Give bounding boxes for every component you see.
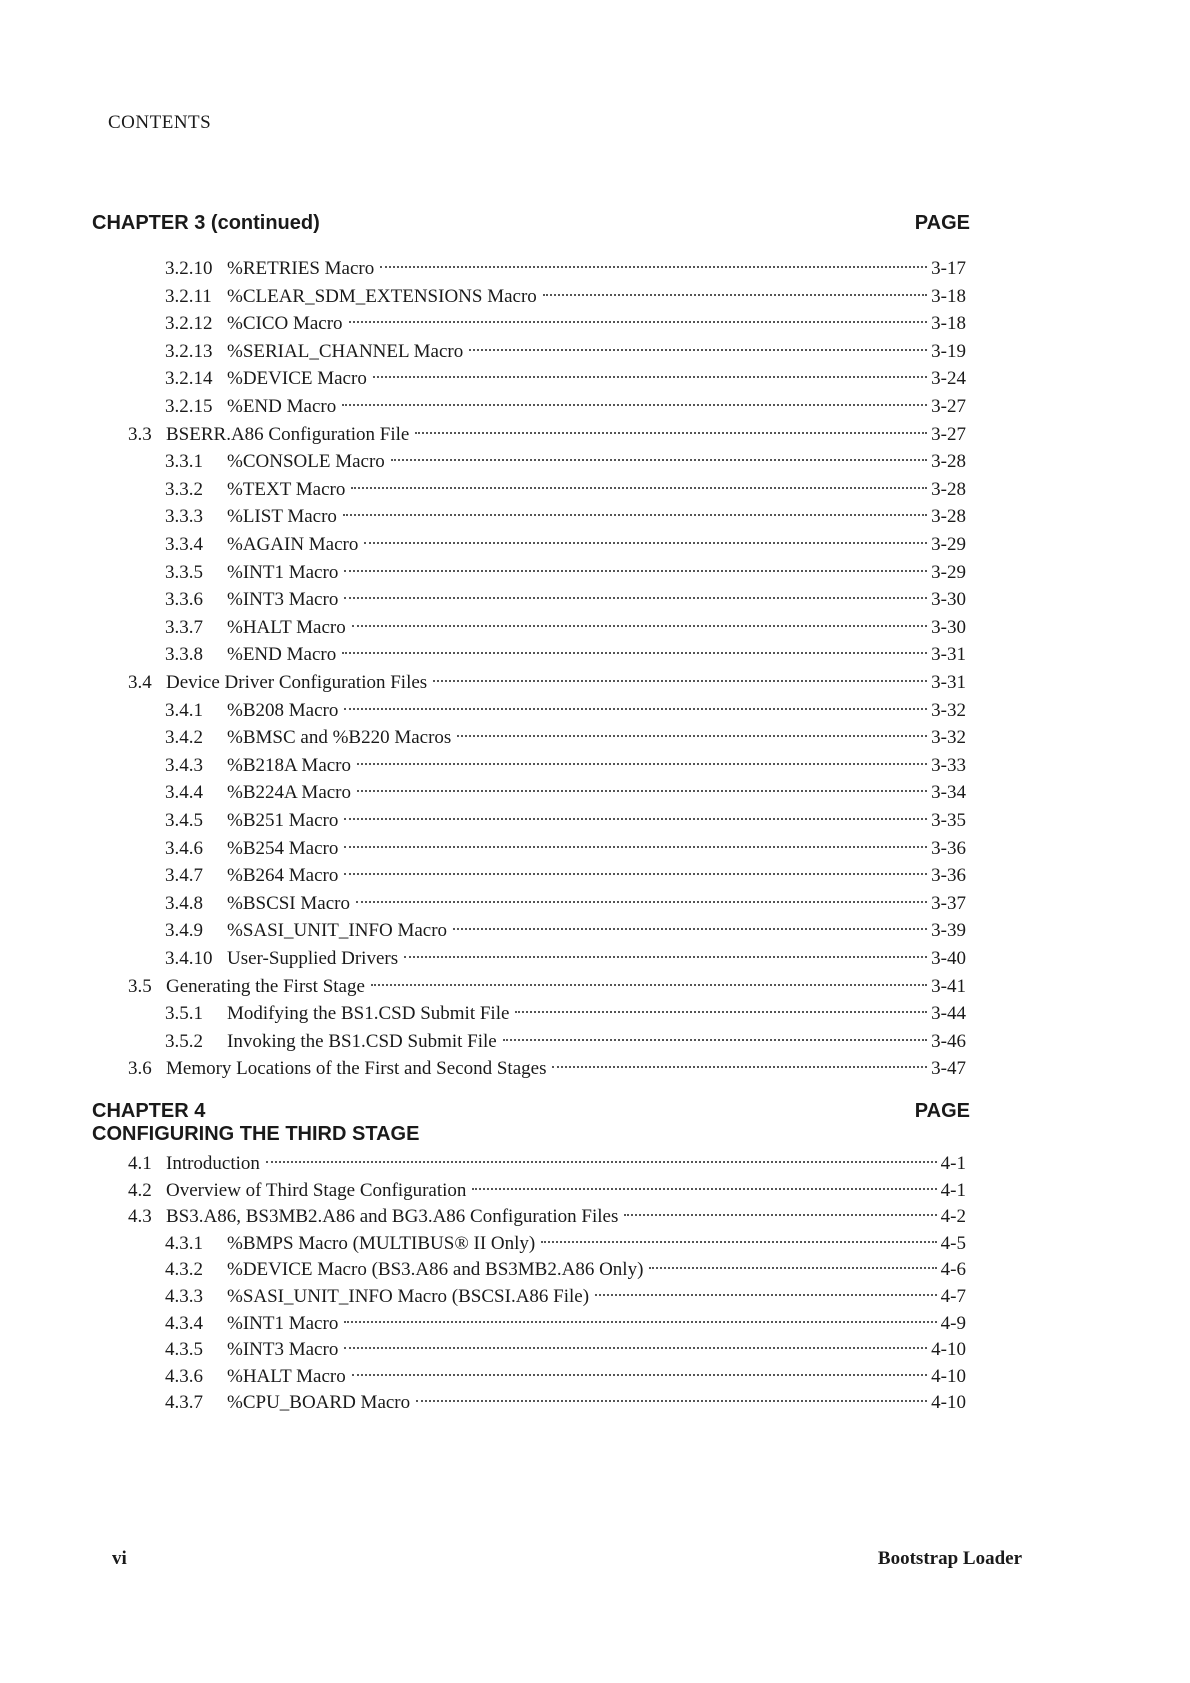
toc-entry-page: 3-28 xyxy=(931,506,966,528)
book-title: Bootstrap Loader xyxy=(877,1548,1022,1569)
toc-entry xyxy=(165,365,966,393)
toc-entry-title: %HALT Macro xyxy=(227,616,346,638)
toc-entry-number: 3.4.6 xyxy=(165,837,203,859)
toc-entry-title: %B218A Macro xyxy=(227,754,352,776)
toc-entry-number: 4.3.4 xyxy=(165,1312,203,1334)
toc-entry xyxy=(128,421,966,449)
dot-leader xyxy=(266,1161,937,1163)
chapter-4-page-label: PAGE xyxy=(914,1100,970,1122)
dot-leader xyxy=(453,928,927,930)
toc-entry xyxy=(128,1177,966,1205)
toc-entry-page: 3-19 xyxy=(931,340,966,362)
toc-entry xyxy=(165,586,966,614)
toc-entry xyxy=(165,393,966,421)
toc-entry-number: 3.4.4 xyxy=(165,782,203,804)
dot-leader xyxy=(344,1321,936,1323)
dot-leader xyxy=(344,597,927,599)
toc-entry xyxy=(165,1363,966,1391)
toc-entry-title: %BSCSI Macro xyxy=(227,892,350,914)
toc-entry xyxy=(165,917,966,945)
toc-entry xyxy=(165,1256,966,1284)
toc-entry-page: 3-32 xyxy=(931,727,966,749)
toc-entry-page: 3-35 xyxy=(931,810,966,831)
dot-leader xyxy=(352,1374,927,1376)
toc-entry-page: 3-18 xyxy=(931,313,966,335)
toc-entry xyxy=(165,890,966,918)
dot-leader xyxy=(373,376,927,378)
dot-leader xyxy=(416,1400,927,1402)
toc-entry-title: %SASI_UNIT_INFO Macro (BSCSI.A86 File) xyxy=(227,1286,590,1307)
toc-entry-number: 4.3 xyxy=(128,1206,152,1228)
chapter-4-heading-row xyxy=(92,1100,970,1123)
chapter-3-heading-row xyxy=(92,212,970,235)
toc-entry-page: 3-36 xyxy=(931,837,966,859)
dot-leader xyxy=(342,652,927,654)
dot-leader xyxy=(552,1066,927,1068)
dot-leader xyxy=(624,1214,936,1216)
toc-entry-title: %RETRIES Macro xyxy=(227,258,375,279)
dot-leader xyxy=(342,404,927,406)
toc-entry-title: %CONSOLE Macro xyxy=(227,451,385,473)
toc-entry xyxy=(165,614,966,642)
toc-entry-title: %B251 Macro xyxy=(227,810,339,831)
toc-entry xyxy=(165,1000,966,1028)
toc-entry-title: BS3.A86, BS3MB2.A86 and BG3.A86 Configuration Files xyxy=(166,1206,619,1228)
toc-entry-title: %CICO Macro xyxy=(227,313,343,335)
dot-leader xyxy=(352,625,927,627)
dot-leader xyxy=(371,984,927,986)
dot-leader xyxy=(349,321,928,323)
dot-leader xyxy=(344,818,927,820)
running-head: CONTENTS xyxy=(108,112,212,133)
toc-entry-number: 4.2 xyxy=(128,1179,152,1201)
toc-entry xyxy=(165,1389,966,1417)
toc-entry-page: 3-27 xyxy=(931,396,966,417)
toc-entry-number: 3.4 xyxy=(128,672,152,693)
toc-entry-page: 4-10 xyxy=(931,1365,966,1387)
toc-entry-page: 3-36 xyxy=(931,865,966,887)
dot-leader xyxy=(472,1188,936,1190)
toc-entry-title: %END Macro xyxy=(227,644,337,666)
toc-entry-title: %INT3 Macro xyxy=(227,589,339,611)
toc-entry-number: 3.4.10 xyxy=(165,948,213,969)
dot-leader xyxy=(344,1347,927,1349)
dot-leader xyxy=(357,763,927,765)
toc-entry-title: %DEVICE Macro (BS3.A86 and BS3MB2.A86 Only) xyxy=(227,1259,644,1281)
toc-entry-number: 4.3.1 xyxy=(165,1232,203,1254)
dot-leader xyxy=(404,956,927,958)
toc-entry-page: 4-2 xyxy=(940,1206,966,1228)
toc-entry-page: 3-46 xyxy=(931,1030,966,1052)
toc-entry-page: 4-9 xyxy=(940,1312,966,1334)
dot-leader xyxy=(391,459,927,461)
toc-entry-page: 3-29 xyxy=(931,534,966,555)
toc-entry-title: %B208 Macro xyxy=(227,699,339,721)
chapter-3-page-label: PAGE xyxy=(914,212,970,234)
toc-entry-number: 3.2.11 xyxy=(165,285,212,307)
toc-entry-title: %INT1 Macro xyxy=(227,1312,339,1334)
dot-leader xyxy=(344,570,927,572)
toc-entry-page: 3-34 xyxy=(931,782,966,804)
toc-entry-page: 3-18 xyxy=(931,285,966,307)
toc-entry-title: %AGAIN Macro xyxy=(227,534,359,555)
toc-entry-title: Generating the First Stage xyxy=(166,975,365,997)
toc-entry-number: 3.4.9 xyxy=(165,920,203,942)
toc-entry-number: 3.6 xyxy=(128,1058,152,1080)
toc-entry-page: 3-33 xyxy=(931,754,966,776)
toc-entry xyxy=(128,1150,966,1178)
dot-leader xyxy=(364,542,927,544)
toc-entry-title: Memory Locations of the First and Second Stages xyxy=(166,1058,547,1080)
toc-entry-number: 3.3.1 xyxy=(165,451,203,473)
toc-entry-page: 3-27 xyxy=(931,423,966,445)
toc-entry-number: 4.1 xyxy=(128,1153,152,1174)
chapter-4-subtitle: CONFIGURING THE THIRD STAGE xyxy=(92,1123,420,1145)
toc-entry xyxy=(165,1283,966,1311)
toc-entry-title: %INT3 Macro xyxy=(227,1339,339,1361)
toc-entry-number: 3.5.1 xyxy=(165,1003,203,1025)
toc-entry-number: 3.3.3 xyxy=(165,506,203,528)
toc-entry xyxy=(165,255,966,283)
dot-leader xyxy=(356,901,927,903)
toc-entry-title: %SERIAL_CHANNEL Macro xyxy=(227,340,464,362)
dot-leader xyxy=(351,487,927,489)
toc-entry-title: %B264 Macro xyxy=(227,865,339,887)
dot-leader xyxy=(415,432,927,434)
toc-entry xyxy=(165,476,966,504)
dot-leader xyxy=(543,294,927,296)
toc-entry-page: 3-31 xyxy=(931,644,966,666)
toc-entry-page: 3-17 xyxy=(931,258,966,279)
toc-entry-title: User-Supplied Drivers xyxy=(227,948,399,969)
toc-entry xyxy=(165,1028,966,1056)
toc-entry-page: 4-5 xyxy=(940,1232,966,1254)
toc-entry xyxy=(165,862,966,890)
toc-entry-page: 4-1 xyxy=(940,1153,966,1174)
toc-entry-number: 4.3.3 xyxy=(165,1286,203,1307)
toc-entry-title: %HALT Macro xyxy=(227,1365,346,1387)
toc-entry-number: 3.4.5 xyxy=(165,810,203,831)
toc-entry-page: 3-40 xyxy=(931,948,966,969)
toc-entry-number: 3.5.2 xyxy=(165,1030,203,1052)
toc-entry xyxy=(165,531,966,559)
toc-entry xyxy=(128,1203,966,1231)
page-number: vi xyxy=(112,1548,127,1569)
toc-entry-number: 3.4.1 xyxy=(165,699,203,721)
toc-entry-number: 3.4.3 xyxy=(165,754,203,776)
toc-entry-title: %INT1 Macro xyxy=(227,561,339,583)
toc-entry-page: 4-1 xyxy=(940,1179,966,1201)
toc-entry-number: 4.3.2 xyxy=(165,1259,203,1281)
toc-entry-title: Invoking the BS1.CSD Submit File xyxy=(227,1030,497,1052)
toc-entry-title: %BMSC and %B220 Macros xyxy=(227,727,452,749)
toc-entry xyxy=(165,310,966,338)
toc-entry xyxy=(165,752,966,780)
toc-entry-number: 4.3.6 xyxy=(165,1365,203,1387)
toc-entry-title: Introduction xyxy=(166,1153,260,1174)
toc-entry-number: 3.2.10 xyxy=(165,258,213,279)
toc-entry-title: %BMPS Macro (MULTIBUS® II Only) xyxy=(227,1232,536,1254)
toc-entry-title: Modifying the BS1.CSD Submit File xyxy=(227,1003,510,1025)
toc-entry-page: 3-24 xyxy=(931,368,966,390)
toc-entry-title: %CLEAR_SDM_EXTENSIONS Macro xyxy=(227,285,537,307)
toc-entry-number: 3.3.4 xyxy=(165,534,203,555)
toc-entry-page: 4-7 xyxy=(940,1286,966,1307)
toc-entry-number: 4.3.5 xyxy=(165,1339,203,1361)
toc-entry-page: 3-30 xyxy=(931,589,966,611)
toc-entry-page: 3-31 xyxy=(931,672,966,693)
toc-entry-title: %LIST Macro xyxy=(227,506,337,528)
toc-entry-number: 3.3.6 xyxy=(165,589,203,611)
toc-entry-page: 4-6 xyxy=(940,1259,966,1281)
toc-entry-number: 3.3.7 xyxy=(165,616,203,638)
dot-leader xyxy=(457,735,927,737)
toc-entry-page: 3-39 xyxy=(931,920,966,942)
toc-entry xyxy=(165,1310,966,1338)
dot-leader xyxy=(595,1294,937,1296)
toc-entry-page: 4-10 xyxy=(931,1339,966,1361)
toc-entry xyxy=(165,338,966,366)
toc-entry-title: Overview of Third Stage Configuration xyxy=(166,1179,467,1201)
dot-leader xyxy=(344,708,927,710)
toc-entry-title: %SASI_UNIT_INFO Macro xyxy=(227,920,448,942)
toc-entry-title: BSERR.A86 Configuration File xyxy=(166,423,410,445)
dot-leader xyxy=(357,790,927,792)
chapter-4-heading: CHAPTER 4 xyxy=(92,1100,206,1122)
chapter-3-heading: CHAPTER 3 (continued) xyxy=(92,212,320,234)
toc-entry xyxy=(165,724,966,752)
dot-leader xyxy=(343,514,927,516)
dot-leader xyxy=(344,873,927,875)
toc-entry xyxy=(165,503,966,531)
toc-entry-title: %B254 Macro xyxy=(227,837,339,859)
toc-entry-page: 3-29 xyxy=(931,561,966,583)
toc-entry xyxy=(165,283,966,311)
toc-entry-page: 3-28 xyxy=(931,478,966,500)
toc-entry-number: 3.2.12 xyxy=(165,313,213,335)
toc-entry xyxy=(165,945,966,973)
dot-leader xyxy=(344,846,927,848)
toc-entry-page: 3-28 xyxy=(931,451,966,473)
toc-entry-number: 3.4.8 xyxy=(165,892,203,914)
toc-entry-number: 3.3 xyxy=(128,423,152,445)
toc-entry-number: 3.2.13 xyxy=(165,340,213,362)
dot-leader xyxy=(515,1011,927,1013)
toc-entry-title: %TEXT Macro xyxy=(227,478,346,500)
dot-leader xyxy=(380,266,927,268)
toc-entry xyxy=(128,973,966,1001)
dot-leader xyxy=(541,1241,936,1243)
toc-entry-page: 3-30 xyxy=(931,616,966,638)
toc-entry-number: 3.2.15 xyxy=(165,396,213,417)
toc-entry xyxy=(165,807,966,835)
dot-leader xyxy=(469,349,927,351)
dot-leader xyxy=(649,1267,936,1269)
toc-entry xyxy=(128,1055,966,1083)
toc-entry xyxy=(165,448,966,476)
toc-entry-title: Device Driver Configuration Files xyxy=(166,672,428,693)
dot-leader xyxy=(503,1039,927,1041)
dot-leader xyxy=(433,680,927,682)
toc-entry xyxy=(165,835,966,863)
toc-entry-page: 3-44 xyxy=(931,1003,966,1025)
toc-entry-number: 3.3.2 xyxy=(165,478,203,500)
toc-entry xyxy=(165,697,966,725)
toc-entry-number: 3.3.5 xyxy=(165,561,203,583)
toc-entry-title: %DEVICE Macro xyxy=(227,368,367,390)
toc-entry xyxy=(165,779,966,807)
toc-entry-number: 3.4.7 xyxy=(165,865,203,887)
toc-entry-page: 3-47 xyxy=(931,1058,966,1080)
toc-entry xyxy=(165,1336,966,1364)
toc-entry-page: 4-10 xyxy=(931,1392,966,1414)
toc-entry-page: 3-41 xyxy=(931,975,966,997)
toc-entry-number: 3.4.2 xyxy=(165,727,203,749)
toc-entry-page: 3-37 xyxy=(931,892,966,914)
toc-entry-number: 4.3.7 xyxy=(165,1392,203,1414)
toc-entry-number: 3.2.14 xyxy=(165,368,213,390)
toc-entry xyxy=(165,1230,966,1258)
toc-entry xyxy=(165,559,966,587)
toc-entry-number: 3.3.8 xyxy=(165,644,203,666)
toc-entry xyxy=(165,641,966,669)
toc-entry-page: 3-32 xyxy=(931,699,966,721)
toc-entry-number: 3.5 xyxy=(128,975,152,997)
toc-entry-title: %END Macro xyxy=(227,396,337,417)
toc-entry-title: %CPU_BOARD Macro xyxy=(227,1392,411,1414)
toc-entry-title: %B224A Macro xyxy=(227,782,352,804)
toc-entry xyxy=(128,669,966,697)
